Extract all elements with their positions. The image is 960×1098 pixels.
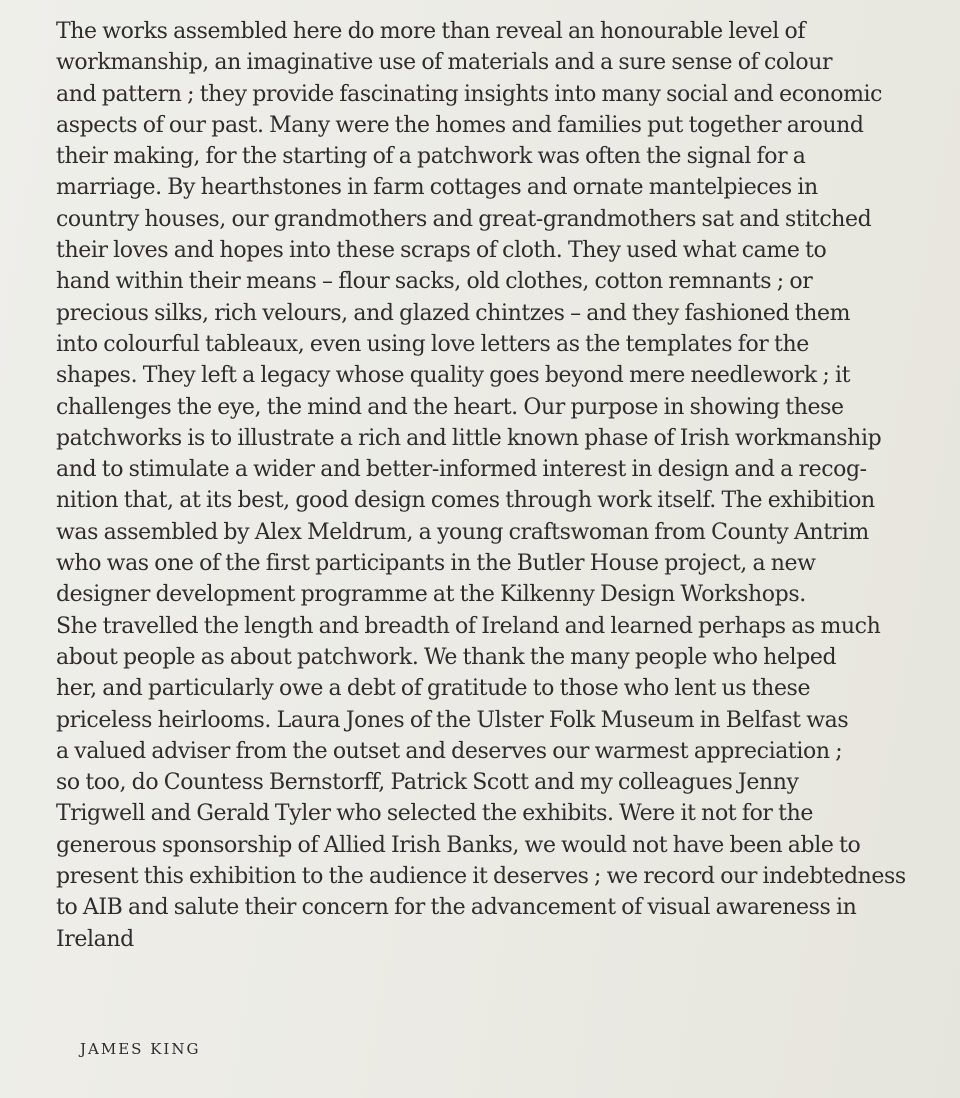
text-line: priceless heirlooms. Laura Jones of the Ulster Folk Museum in Belfast was xyxy=(56,707,849,733)
body-text xyxy=(56,16,936,955)
text-line: nition that, at its best, good design comes through work itself. The exhibition xyxy=(56,488,875,514)
text-line: marriage. By hearthstones in farm cottages and ornate mantelpieces in xyxy=(56,175,818,201)
text-line: who was one of the first participants in the Butler House project, a new xyxy=(56,551,816,577)
text-line: The works assembled here do more than reveal an honourable level of xyxy=(56,19,806,44)
text-line: shapes. They left a legacy whose quality goes beyond mere needlework ; it xyxy=(56,363,851,389)
text-line: so too, do Countess Bernstorff, Patrick Scott and my colleagues Jenny xyxy=(56,770,799,796)
text-line: generous sponsorship of Allied Irish Banks, we would not have been able to xyxy=(56,832,861,858)
text-line: was assembled by Alex Meldrum, a young craftswoman from County Antrim xyxy=(56,519,869,545)
text-line: challenges the eye, the mind and the heart. Our purpose in showing these xyxy=(56,394,844,420)
text-line: about people as about patchwork. We thank the many people who helped xyxy=(56,644,837,670)
text-line: present this exhibition to the audience it deserves ; we record our indebtedness xyxy=(56,864,906,890)
text-line: precious silks, rich velours, and glazed chintzes – and they fashioned them xyxy=(56,300,851,326)
text-line: a valued adviser from the outset and deserves our warmest appreciation ; xyxy=(56,738,843,764)
text-line: patchworks is to illustrate a rich and little known phase of Irish workmanship xyxy=(56,425,882,451)
text-line: country houses, our grandmothers and great-grandmothers sat and stitched xyxy=(56,206,872,232)
text-line: to AIB and salute their concern for the advancement of visual awareness in xyxy=(56,895,857,921)
text-line: and to stimulate a wider and better-informed interest in design and a recog- xyxy=(56,457,867,483)
text-line: into colourful tableaux, even using love letters as the templates for the xyxy=(56,331,809,357)
author-signature: JAMES KING xyxy=(80,1040,201,1058)
text-line: their making, for the starting of a patchwork was often the signal for a xyxy=(56,144,806,170)
text-line: She travelled the length and breadth of Ireland and learned perhaps as much xyxy=(56,613,881,639)
text-line: designer development programme at the Kilkenny Design Workshops. xyxy=(56,582,806,608)
text-line: aspects of our past. Many were the homes and families put together around xyxy=(56,112,864,138)
text-line: their loves and hopes into these scraps of cloth. They used what came to xyxy=(56,238,827,264)
text-line: Trigwell and Gerald Tyler who selected the exhibits. Were it not for the xyxy=(56,801,813,827)
text-line: Ireland xyxy=(56,926,134,952)
text-line: workmanship, an imaginative use of materials and a sure sense of colour xyxy=(56,50,833,76)
text-line: and pattern ; they provide fascinating insights into many social and economic xyxy=(56,81,883,107)
text-line: her, and particularly owe a debt of gratitude to those who lent us these xyxy=(56,676,811,702)
text-line: hand within their means – flour sacks, old clothes, cotton remnants ; or xyxy=(56,269,813,295)
